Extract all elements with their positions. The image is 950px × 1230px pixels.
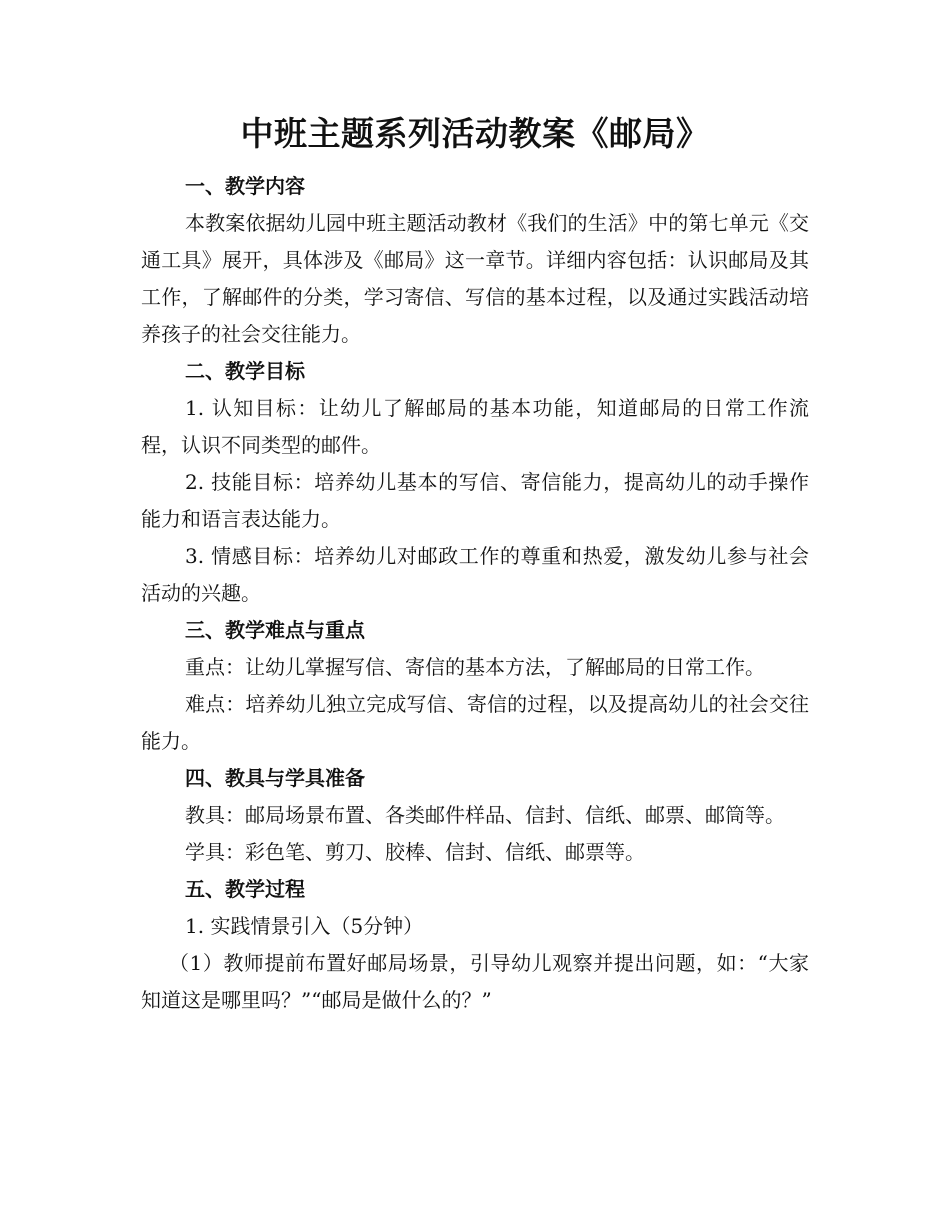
section-heading: 四、教具与学具准备 [185, 766, 365, 790]
section-key-points [141, 612, 809, 760]
paragraph: 教具：邮局场景布置、各类邮件样品、信封、信纸、邮票、邮筒等。 [185, 803, 785, 827]
section-heading: 五、教学过程 [185, 877, 305, 901]
section-teaching-content [141, 168, 809, 353]
section-materials [141, 760, 809, 871]
paragraph: 难点：培养幼儿独立完成写信、寄信的过程，以及提高幼儿的社会交往能力。 [141, 692, 809, 753]
paragraph: 学具：彩色笔、剪刀、胶棒、信封、信纸、邮票等。 [185, 840, 645, 864]
section-teaching-goals [141, 353, 809, 612]
paragraph: （1）教师提前布置好邮局场景，引导幼儿观察并提出问题，如：“大家知道这是哪里吗？”“邮局是做什么的？” [141, 951, 809, 1012]
paragraph: 重点：让幼儿掌握写信、寄信的基本方法，了解邮局的日常工作。 [185, 655, 765, 679]
section-heading: 三、教学难点与重点 [185, 618, 365, 642]
document-title: 中班主题系列活动教案《邮局》 [240, 114, 710, 153]
section-heading: 一、教学内容 [185, 174, 305, 198]
section-teaching-process [141, 871, 809, 1019]
paragraph: 1. 实践情景引入（5分钟） [185, 914, 424, 938]
document-page [141, 110, 809, 1019]
paragraph: 2. 技能目标：培养幼儿基本的写信、寄信能力，提高幼儿的动手操作能力和语言表达能力。 [141, 470, 809, 531]
section-heading: 二、教学目标 [185, 359, 305, 383]
paragraph: 3. 情感目标：培养幼儿对邮政工作的尊重和热爱，激发幼儿参与社会活动的兴趣。 [141, 544, 809, 605]
paragraph: 1. 认知目标：让幼儿了解邮局的基本功能，知道邮局的日常工作流程，认识不同类型的邮件。 [141, 396, 809, 457]
paragraph: 本教案依据幼儿园中班主题活动教材《我们的生活》中的第七单元《交通工具》展开，具体涉及《邮局》这一章节。详细内容包括：认识邮局及其工作，了解邮件的分类，学习寄信、写信的基本过程，以及通过实践活动培养孩子的社会交往能力。 [141, 211, 809, 346]
